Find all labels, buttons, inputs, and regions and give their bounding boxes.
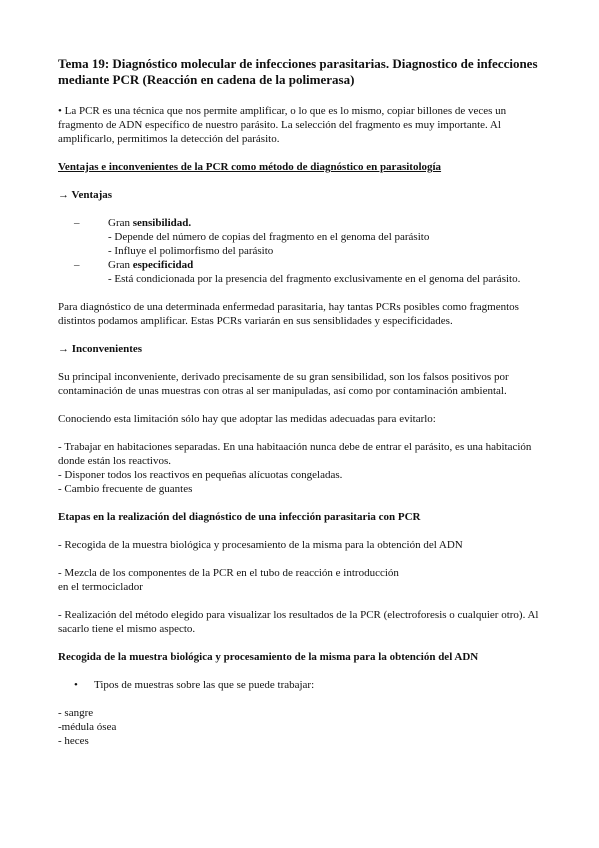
- text-line: - Mezcla de los componentes de la PCR en el tubo de reacción e introducción: [58, 567, 399, 579]
- dash-marker: –: [74, 217, 80, 229]
- paragraph: Conociendo esta limitación sólo hay que adoptar las medidas adecuadas para evitarlo:: [58, 413, 436, 425]
- document-page: [58, 56, 548, 748]
- item-keyword: especificidad: [132, 259, 194, 271]
- item-detail: - Influye el polimorfismo del parásito: [108, 245, 274, 257]
- list-item: [58, 216, 548, 258]
- paragraph: - Recogida de la muestra biológica y procesamiento de la misma para la obtención del ADN: [58, 539, 463, 551]
- item-detail: - Depende del número de copias del fragmento en el genoma del parásito: [108, 231, 430, 243]
- paragraph: Para diagnóstico de una determinada enfermedad parasitaria, hay tantas PCRs posibles como fragmentos distintos podamos amplificar. Estas PCRs variarán en sus sensiblidades y especificidades.: [58, 301, 519, 327]
- list-item-label: Tipos de muestras sobre las que se puede trabajar:: [94, 679, 315, 691]
- list-item: - heces: [58, 735, 89, 747]
- item-prefix: Gran: [108, 217, 133, 229]
- paragraph: Su principal inconveniente, derivado precisamente de su gran sensibilidad, son los falsos positivos por contaminación de unas muestras con otras al ser manipuladas, así como por contaminación ambiental.: [58, 371, 509, 397]
- list-item: -médula ósea: [58, 721, 117, 733]
- ventajas-heading: → Ventajas: [58, 189, 113, 201]
- section-title-etapas: Etapas en la realización del diagnóstico de una infección parasitaria con PCR: [58, 511, 421, 523]
- text-line: en el termociclador: [58, 581, 143, 593]
- paragraph: - Realización del método elegido para visualizar los resultados de la PCR (electroforesis o cualquier otro). Al sacarlo tiene el mismo aspecto.: [58, 609, 539, 635]
- dash-marker: –: [74, 259, 80, 271]
- item-detail: - Está condicionada por la presencia del fragmento exclusivamente en el genoma del parásito.: [108, 273, 521, 285]
- paragraph: [58, 566, 548, 594]
- inconvenientes-heading: → Inconvenientes: [58, 343, 143, 355]
- list-item: - Disponer todos los reactivos en pequeñas alícuotas congeladas.: [58, 469, 343, 481]
- item-prefix: Gran: [108, 259, 133, 271]
- bullet-marker: •: [74, 679, 78, 691]
- intro-paragraph: • La PCR es una técnica que nos permite amplificar, o lo que es lo mismo, copiar billones de veces un fragmento de ADN específico de nuestro parásito. La selección del fragmento es muy importante. Al amplificarlo, permitimos la detección del parásito.: [58, 105, 507, 145]
- list-item: [74, 678, 548, 692]
- list-item: - sangre: [58, 707, 94, 719]
- list-item: [58, 258, 548, 286]
- section-title-recogida: Recogida de la muestra biológica y procesamiento de la misma para la obtención del ADN: [58, 651, 479, 663]
- measures-list: [58, 440, 548, 496]
- list-item: - Cambio frecuente de guantes: [58, 483, 193, 495]
- list-item: - Trabajar en habitaciones separadas. En una habitaación nunca debe de entrar el parásito, es una habitación donde están los reactivos.: [58, 441, 532, 467]
- ventajas-list: [58, 216, 548, 286]
- page-title: Tema 19: Diagnóstico molecular de infecciones parasitarias. Diagnostico de infecciones mediante PCR (Reacción en cadena de la polimerasa): [58, 56, 538, 87]
- samples-list: [58, 706, 548, 748]
- section-title-ventajas-inconvenientes: Ventajas e inconvenientes de la PCR como método de diagnóstico en parasitología: [58, 161, 442, 173]
- item-keyword: sensibilidad.: [132, 217, 192, 229]
